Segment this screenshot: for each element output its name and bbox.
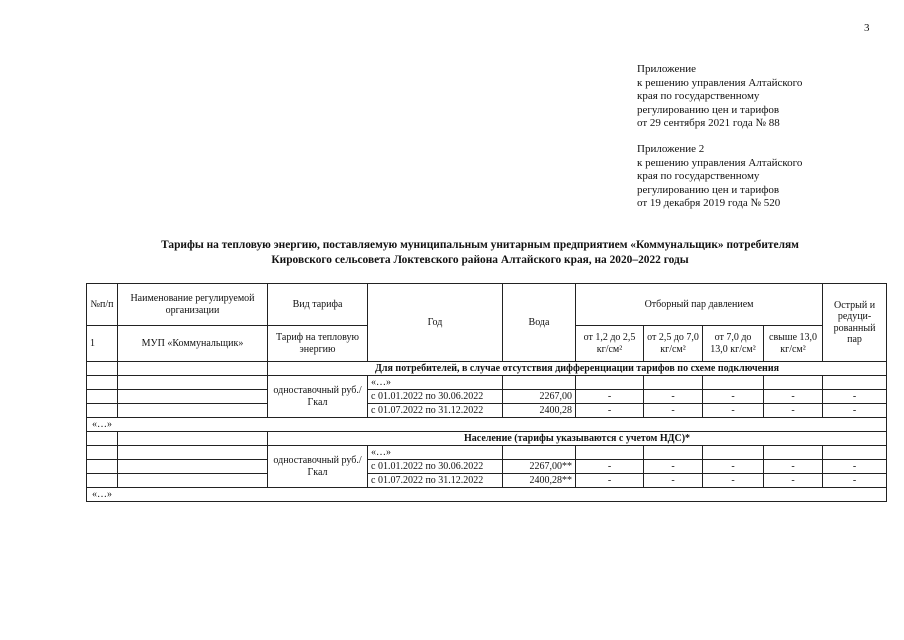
section-2-title: Население (тарифы указываются с учетом НДС)* xyxy=(268,432,887,446)
header-water: Вода xyxy=(503,284,576,362)
between-ellipsis: «…» xyxy=(87,418,887,432)
annex-1-line: Приложение xyxy=(637,63,697,75)
pressure-3-cell: - xyxy=(703,404,764,418)
pressure-4-cell: - xyxy=(764,474,823,488)
pressure-1-cell: - xyxy=(576,404,644,418)
section-1-title-row xyxy=(87,362,887,376)
pressure-1-cell: - xyxy=(576,474,644,488)
tariff-table xyxy=(86,283,887,502)
header-num: №п/п xyxy=(87,284,118,326)
table-row xyxy=(87,376,887,390)
annex-2-line: края по государственному xyxy=(637,170,760,183)
table-row xyxy=(87,446,887,460)
pressure-1-cell: - xyxy=(576,460,644,474)
annex-1-block xyxy=(637,63,802,131)
pressure-2-cell: - xyxy=(644,390,703,404)
pressure-3-cell: - xyxy=(703,474,764,488)
pressure-2-cell: - xyxy=(644,460,703,474)
annex-2-line: к решению управления Алтайского xyxy=(637,156,803,169)
section-1-title: Для потребителей, в случае отсутствия дифференциации тарифов по схеме подключения xyxy=(268,362,887,376)
header-org: Наименование регулируемой организации xyxy=(118,284,268,326)
table-row xyxy=(87,460,887,474)
section-1-tariff-type: одноставочный руб./Гкал xyxy=(268,376,368,418)
annex-2-line: Приложение 2 xyxy=(637,143,705,155)
table-row xyxy=(87,390,887,404)
pressure-2-cell: - xyxy=(644,404,703,418)
org-row-num: 1 xyxy=(87,326,118,362)
document-title-line-2: Кировского сельсовета Локтевского района Алтайского края, на 2020–2022 годы xyxy=(271,254,689,266)
sharp-steam-cell: - xyxy=(823,390,887,404)
header-year: Год xyxy=(368,284,503,362)
header-pressure-3: от 7,0 до 13,0 кг/см² xyxy=(703,326,764,362)
period-cell: с 01.01.2022 по 30.06.2022 xyxy=(368,460,503,474)
header-pressure-4: свыше 13,0 кг/см² xyxy=(764,326,823,362)
pressure-3-cell: - xyxy=(703,390,764,404)
water-cell: 2400,28** xyxy=(503,474,576,488)
water-cell: 2267,00** xyxy=(503,460,576,474)
annex-2-block xyxy=(637,143,802,211)
annex-2-line: от 19 декабря 2019 года № 520 xyxy=(637,197,781,210)
annex-2-line: регулированию цен и тарифов xyxy=(637,183,780,196)
water-cell: 2267,00 xyxy=(503,390,576,404)
table-header-row xyxy=(87,284,887,326)
annex-1-line: регулированию цен и тарифов xyxy=(637,103,780,116)
header-tariff-kind: Вид тарифа xyxy=(268,284,368,326)
annex-1-line: к решению управления Алтайского xyxy=(637,76,803,89)
section-2-tariff-type: одноставочный руб./Гкал xyxy=(268,446,368,488)
header-pressure-2: от 2,5 до 7,0 кг/см² xyxy=(644,326,703,362)
sharp-steam-cell: - xyxy=(823,460,887,474)
table-row xyxy=(87,474,887,488)
ellipsis-row xyxy=(87,488,887,502)
header-sharp-steam: Острый и редуци-рованный пар xyxy=(823,284,887,362)
document-title-line-1: Тарифы на тепловую энергию, поставляемую муниципальным унитарным предприятием «Коммунальщик» потребителям xyxy=(161,239,799,251)
pressure-4-cell: - xyxy=(764,404,823,418)
section-2-title-row xyxy=(87,432,887,446)
section-2-ellipsis: «…» xyxy=(368,446,503,460)
sharp-steam-cell: - xyxy=(823,404,887,418)
period-cell: с 01.07.2022 по 31.12.2022 xyxy=(368,404,503,418)
page-number: 3 xyxy=(864,22,870,34)
header-pressure-1: от 1,2 до 2,5 кг/см² xyxy=(576,326,644,362)
water-cell: 2400,28 xyxy=(503,404,576,418)
pressure-1-cell: - xyxy=(576,390,644,404)
ellipsis-row xyxy=(87,418,887,432)
org-row-name: МУП «Коммунальщик» xyxy=(118,326,268,362)
table-row xyxy=(87,404,887,418)
pressure-2-cell: - xyxy=(644,474,703,488)
org-row-tariff-kind: Тариф на тепловую энергию xyxy=(268,326,368,362)
section-1-ellipsis: «…» xyxy=(368,376,503,390)
pressure-4-cell: - xyxy=(764,390,823,404)
period-cell: с 01.07.2022 по 31.12.2022 xyxy=(368,474,503,488)
pressure-4-cell: - xyxy=(764,460,823,474)
document-title xyxy=(80,238,880,268)
header-steam-group: Отборный пар давлением xyxy=(576,284,823,326)
annex-1-line: края по государственному xyxy=(637,90,760,103)
period-cell: с 01.01.2022 по 30.06.2022 xyxy=(368,390,503,404)
pressure-3-cell: - xyxy=(703,460,764,474)
annex-1-line: от 29 сентября 2021 года № 88 xyxy=(637,117,780,130)
end-ellipsis: «…» xyxy=(87,488,887,502)
sharp-steam-cell: - xyxy=(823,474,887,488)
